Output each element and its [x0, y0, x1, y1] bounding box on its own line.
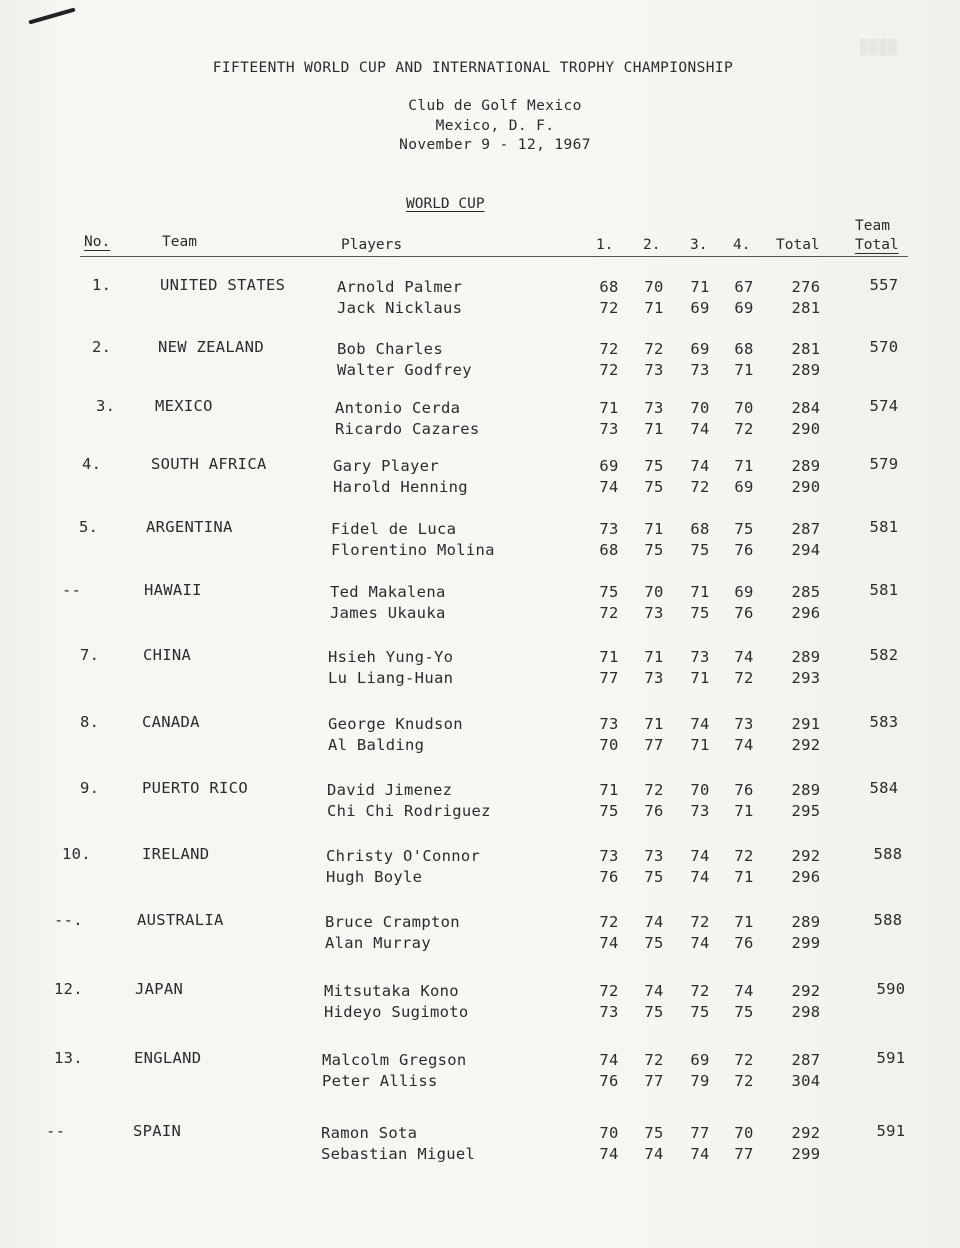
round-score: 74 [734, 648, 754, 666]
round-score: 71 [734, 868, 754, 886]
player-name: Chi Chi Rodriguez [327, 802, 491, 820]
round-score: 73 [599, 420, 619, 438]
round-score: 79 [690, 1072, 710, 1090]
player-total: 289 [791, 781, 821, 799]
team-total: 584 [869, 779, 899, 797]
player-name: Bob Charles [337, 340, 443, 358]
team-name: MEXICO [155, 397, 213, 415]
round-score: 74 [599, 1145, 619, 1163]
round-score: 74 [690, 868, 710, 886]
round-score: 69 [690, 299, 710, 317]
team-total: 570 [869, 338, 899, 356]
round-score: 73 [644, 399, 664, 417]
round-score: 68 [599, 278, 619, 296]
round-score: 70 [690, 781, 710, 799]
team-rank: 10. [62, 845, 91, 863]
player-name: Sebastian Miguel [321, 1145, 476, 1163]
col-header-players: Players [341, 237, 403, 253]
round-score: 75 [690, 541, 710, 559]
round-score: 72 [599, 604, 619, 622]
round-score: 71 [734, 913, 754, 931]
player-name: Hsieh Yung-Yo [328, 648, 454, 666]
round-score: 77 [690, 1124, 710, 1142]
team-name: AUSTRALIA [137, 911, 224, 929]
round-score: 75 [644, 934, 664, 952]
round-score: 74 [644, 913, 664, 931]
player-total: 289 [791, 648, 821, 666]
team-rank: 3. [96, 397, 116, 415]
round-score: 69 [734, 478, 754, 496]
bleed-through-text: ▒▒▒▒ [860, 40, 898, 56]
player-total: 299 [791, 1145, 821, 1163]
round-score: 76 [599, 1072, 619, 1090]
player-total: 287 [791, 1051, 821, 1069]
round-score: 72 [644, 781, 664, 799]
round-score: 70 [734, 399, 754, 417]
team-rank: 12. [54, 980, 83, 998]
player-total: 292 [791, 736, 821, 754]
round-score: 73 [599, 520, 619, 538]
round-score: 74 [599, 1051, 619, 1069]
round-score: 72 [599, 340, 619, 358]
col-header-round-4: 4. [733, 237, 751, 253]
team-rank: -- [62, 581, 82, 599]
player-name: Walter Godfrey [337, 361, 472, 379]
player-total: 298 [791, 1003, 821, 1021]
round-score: 73 [690, 648, 710, 666]
team-rank: 8. [80, 713, 100, 731]
round-score: 71 [734, 361, 754, 379]
team-total: 591 [876, 1122, 906, 1140]
player-name: Peter Alliss [322, 1072, 438, 1090]
player-total: 290 [791, 420, 821, 438]
round-score: 70 [644, 278, 664, 296]
round-score: 70 [599, 1124, 619, 1142]
player-total: 295 [791, 802, 821, 820]
round-score: 75 [644, 868, 664, 886]
round-score: 71 [644, 715, 664, 733]
round-score: 75 [644, 1003, 664, 1021]
team-rank: 1. [92, 276, 112, 294]
round-score: 77 [644, 736, 664, 754]
round-score: 72 [599, 913, 619, 931]
round-score: 71 [644, 648, 664, 666]
round-score: 70 [734, 1124, 754, 1142]
venue-location: Mexico, D. F. [435, 118, 555, 134]
team-name: ENGLAND [134, 1049, 202, 1067]
round-score: 76 [644, 802, 664, 820]
round-score: 73 [599, 715, 619, 733]
venue-name: Club de Golf Mexico [408, 98, 582, 114]
round-score: 71 [690, 278, 710, 296]
team-name: JAPAN [135, 980, 184, 998]
event-dates: November 9 - 12, 1967 [399, 137, 591, 153]
player-total: 289 [791, 457, 821, 475]
team-name: SPAIN [133, 1122, 182, 1140]
player-name: Jack Nicklaus [337, 299, 463, 317]
round-score: 71 [690, 669, 710, 687]
team-total: 582 [869, 646, 899, 664]
player-total: 290 [791, 478, 821, 496]
col-header-round-3: 3. [690, 237, 708, 253]
round-score: 71 [644, 299, 664, 317]
round-score: 75 [644, 457, 664, 475]
round-score: 70 [690, 399, 710, 417]
player-name: Florentino Molina [331, 541, 495, 559]
col-header-team: Team [162, 234, 197, 250]
round-score: 71 [690, 583, 710, 601]
player-total: 304 [791, 1072, 821, 1090]
section-heading: WORLD CUP [406, 196, 485, 212]
round-score: 74 [690, 457, 710, 475]
team-total: 557 [869, 276, 899, 294]
player-total: 299 [791, 934, 821, 952]
round-score: 71 [599, 648, 619, 666]
round-score: 72 [734, 1072, 754, 1090]
team-name: HAWAII [144, 581, 202, 599]
player-name: Ramon Sota [321, 1124, 418, 1142]
player-total: 281 [791, 299, 821, 317]
team-rank: 5. [79, 518, 99, 536]
round-score: 70 [599, 736, 619, 754]
document-title: FIFTEENTH WORLD CUP AND INTERNATIONAL TROPHY CHAMPIONSHIP [212, 60, 734, 76]
player-total: 296 [791, 604, 821, 622]
round-score: 73 [690, 361, 710, 379]
round-score: 76 [734, 541, 754, 559]
round-score: 74 [734, 982, 754, 1000]
player-total: 276 [791, 278, 821, 296]
round-score: 75 [644, 478, 664, 496]
round-score: 71 [599, 399, 619, 417]
round-score: 74 [599, 478, 619, 496]
team-total: 591 [876, 1049, 906, 1067]
round-score: 72 [734, 847, 754, 865]
team-total: 588 [873, 845, 903, 863]
round-score: 72 [734, 669, 754, 687]
round-score: 75 [690, 604, 710, 622]
player-name: Malcolm Gregson [322, 1051, 467, 1069]
player-total: 284 [791, 399, 821, 417]
round-score: 72 [734, 420, 754, 438]
round-score: 77 [599, 669, 619, 687]
player-total: 292 [791, 847, 821, 865]
player-name: Hideyo Sugimoto [324, 1003, 469, 1021]
player-name: Ted Makalena [330, 583, 446, 601]
round-score: 77 [734, 1145, 754, 1163]
player-name: Bruce Crampton [325, 913, 460, 931]
round-score: 67 [734, 278, 754, 296]
round-score: 74 [734, 736, 754, 754]
round-score: 75 [599, 583, 619, 601]
team-total: 581 [869, 518, 899, 536]
player-name: Antonio Cerda [335, 399, 461, 417]
round-score: 72 [599, 299, 619, 317]
round-score: 77 [644, 1072, 664, 1090]
team-total: 581 [869, 581, 899, 599]
round-score: 75 [644, 541, 664, 559]
team-rank: 9. [80, 779, 100, 797]
team-rank: --. [54, 911, 83, 929]
player-name: Christy O'Connor [326, 847, 481, 865]
player-name: David Jimenez [327, 781, 453, 799]
team-name: ARGENTINA [146, 518, 233, 536]
round-score: 74 [690, 420, 710, 438]
player-name: Al Balding [328, 736, 425, 754]
round-score: 68 [734, 340, 754, 358]
round-score: 75 [734, 1003, 754, 1021]
round-score: 71 [734, 457, 754, 475]
round-score: 75 [690, 1003, 710, 1021]
col-header-total: Total [776, 237, 820, 253]
player-total: 292 [791, 982, 821, 1000]
col-header-round-1: 1. [596, 237, 614, 253]
round-score: 72 [599, 982, 619, 1000]
player-total: 289 [791, 913, 821, 931]
player-total: 296 [791, 868, 821, 886]
player-total: 281 [791, 340, 821, 358]
round-score: 74 [690, 715, 710, 733]
round-score: 75 [644, 1124, 664, 1142]
round-score: 73 [599, 1003, 619, 1021]
player-total: 285 [791, 583, 821, 601]
team-name: CANADA [142, 713, 200, 731]
player-name: James Ukauka [330, 604, 446, 622]
col-header-round-2: 2. [643, 237, 661, 253]
round-score: 72 [599, 361, 619, 379]
team-rank: 2. [92, 338, 112, 356]
round-score: 69 [690, 1051, 710, 1069]
round-score: 73 [599, 847, 619, 865]
team-total: 579 [869, 455, 899, 473]
round-score: 76 [599, 868, 619, 886]
round-score: 68 [690, 520, 710, 538]
player-total: 292 [791, 1124, 821, 1142]
round-score: 74 [644, 1145, 664, 1163]
round-score: 71 [644, 420, 664, 438]
round-score: 75 [599, 802, 619, 820]
team-rank: 7. [80, 646, 100, 664]
player-total: 294 [791, 541, 821, 559]
round-score: 76 [734, 604, 754, 622]
player-name: George Knudson [328, 715, 463, 733]
round-score: 74 [690, 847, 710, 865]
round-score: 68 [599, 541, 619, 559]
player-name: Arnold Palmer [337, 278, 463, 296]
round-score: 71 [690, 736, 710, 754]
col-header-team-total-top: Team [855, 218, 890, 234]
team-name: CHINA [143, 646, 192, 664]
team-name: UNITED STATES [160, 276, 286, 294]
player-name: Gary Player [333, 457, 439, 475]
round-score: 71 [734, 802, 754, 820]
team-total: 588 [873, 911, 903, 929]
team-total: 574 [869, 397, 899, 415]
round-score: 72 [644, 1051, 664, 1069]
player-total: 287 [791, 520, 821, 538]
round-score: 73 [644, 361, 664, 379]
team-total: 583 [869, 713, 899, 731]
team-rank: -- [46, 1122, 66, 1140]
round-score: 71 [599, 781, 619, 799]
round-score: 72 [690, 478, 710, 496]
player-name: Harold Henning [333, 478, 468, 496]
player-name: Lu Liang-Huan [328, 669, 454, 687]
team-name: NEW ZEALAND [158, 338, 264, 356]
round-score: 73 [644, 669, 664, 687]
round-score: 74 [690, 934, 710, 952]
round-score: 75 [734, 520, 754, 538]
round-score: 76 [734, 781, 754, 799]
header-rule [80, 256, 908, 257]
team-total: 590 [876, 980, 906, 998]
round-score: 73 [734, 715, 754, 733]
round-score: 72 [690, 982, 710, 1000]
round-score: 74 [644, 982, 664, 1000]
pen-mark [28, 7, 75, 24]
player-name: Ricardo Cazares [335, 420, 480, 438]
player-total: 291 [791, 715, 821, 733]
player-name: Alan Murray [325, 934, 431, 952]
player-name: Mitsutaka Kono [324, 982, 459, 1000]
round-score: 69 [599, 457, 619, 475]
col-header-team-total-bottom: Total [855, 237, 899, 253]
round-score: 72 [690, 913, 710, 931]
col-header-no: No. [84, 234, 111, 250]
team-rank: 4. [82, 455, 102, 473]
round-score: 73 [644, 604, 664, 622]
round-score: 69 [734, 583, 754, 601]
team-rank: 13. [54, 1049, 83, 1067]
player-name: Fidel de Luca [331, 520, 457, 538]
round-score: 69 [734, 299, 754, 317]
team-name: SOUTH AFRICA [151, 455, 267, 473]
team-name: IRELAND [142, 845, 210, 863]
round-score: 74 [690, 1145, 710, 1163]
player-total: 289 [791, 361, 821, 379]
team-name: PUERTO RICO [142, 779, 248, 797]
round-score: 73 [644, 847, 664, 865]
round-score: 69 [690, 340, 710, 358]
player-name: Hugh Boyle [326, 868, 423, 886]
player-total: 293 [791, 669, 821, 687]
round-score: 72 [644, 340, 664, 358]
round-score: 72 [734, 1051, 754, 1069]
round-score: 73 [690, 802, 710, 820]
round-score: 74 [599, 934, 619, 952]
round-score: 70 [644, 583, 664, 601]
round-score: 71 [644, 520, 664, 538]
round-score: 76 [734, 934, 754, 952]
